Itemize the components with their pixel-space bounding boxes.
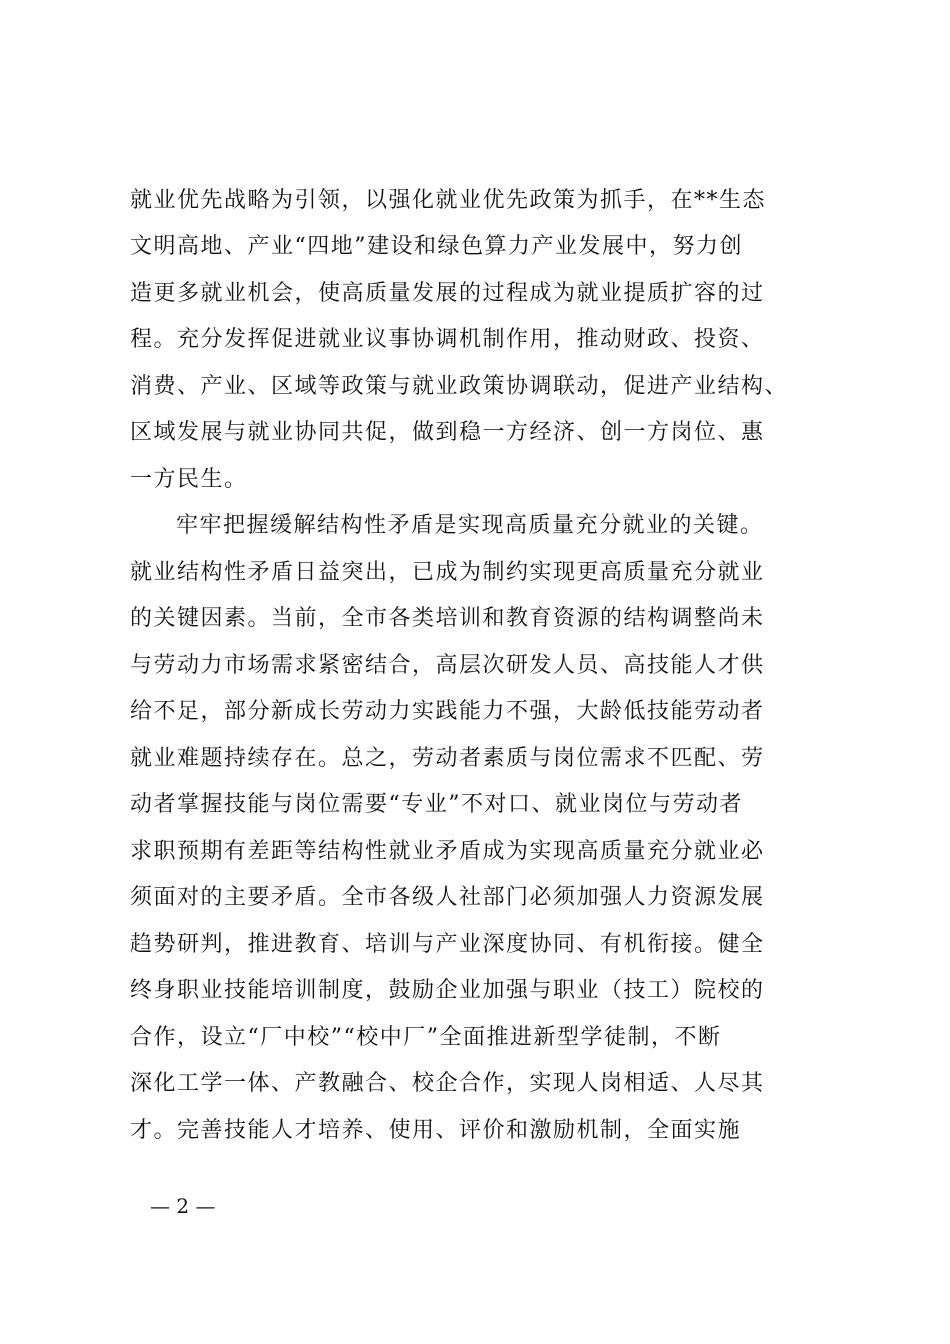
paragraph-2-line: 须面对的主要矛盾。全市各级人社部门必须加强人力资源发展	[130, 885, 765, 910]
paragraph-2-line: 就业结构性矛盾日益突出，已成为制约实现更高质量充分就业	[130, 560, 765, 585]
paragraph-2-line: 动者掌握技能与岗位需要“专业”不对口、就业岗位与劳动者	[130, 792, 743, 817]
paragraph-1-line: 区域发展与就业协同共促，做到稳一方经济、创一方岗位、惠	[130, 420, 765, 445]
page-number: — 2 —	[150, 1194, 216, 1218]
paragraph-1-line: 程。充分发挥促进就业议事协调机制作用，推动财政、投资、	[130, 327, 765, 352]
paragraph-2-line: 深化工学一体、产教融合、校企合作，实现人岗相适、人尽其	[130, 1071, 765, 1096]
paragraph-2-line: 趋势研判，推进教育、培训与产业深度协同、有机衔接。健全	[130, 932, 765, 957]
paragraph-2-line: 才。完善技能人才培养、使用、评价和激励机制，全面实施	[130, 1118, 742, 1143]
paragraph-2-line: 合作，设立“厂中校”“校中厂”全面推进新型学徒制，不断	[130, 1025, 722, 1050]
paragraph-2-line: 终身职业技能培训制度，鼓励企业加强与职业（技工）院校的	[130, 978, 765, 1003]
paragraph-2-line: 的关键因素。当前，全市各类培训和教育资源的结构调整尚未	[130, 606, 765, 631]
paragraph-1-line: 造更多就业机会，使高质量发展的过程成为就业提质扩容的过	[130, 281, 765, 306]
paragraph-1-line: 一方民生。	[130, 467, 248, 492]
paragraph-1-line: 消费、产业、区域等政策与就业政策协调联动，促进产业结构、	[130, 374, 789, 399]
paragraph-2-line: 牢牢把握缓解结构性矛盾是实现高质量充分就业的关键。	[176, 513, 764, 538]
paragraph-2-line: 求职预期有差距等结构性就业矛盾成为实现高质量充分就业必	[130, 839, 765, 864]
paragraph-1-line: 文明高地、产业“四地”建设和绿色算力产业发展中，努力创	[130, 234, 743, 259]
paragraph-2-line: 就业难题持续存在。总之，劳动者素质与岗位需求不匹配、劳	[130, 746, 765, 771]
paragraph-2-line: 与劳动力市场需求紧密结合，高层次研发人员、高技能人才供	[130, 653, 765, 678]
paragraph-1-line: 就业优先战略为引领，以强化就业优先政策为抓手，在**生态	[130, 188, 767, 213]
paragraph-2-line: 给不足，部分新成长劳动力实践能力不强，大龄低技能劳动者	[130, 699, 765, 724]
